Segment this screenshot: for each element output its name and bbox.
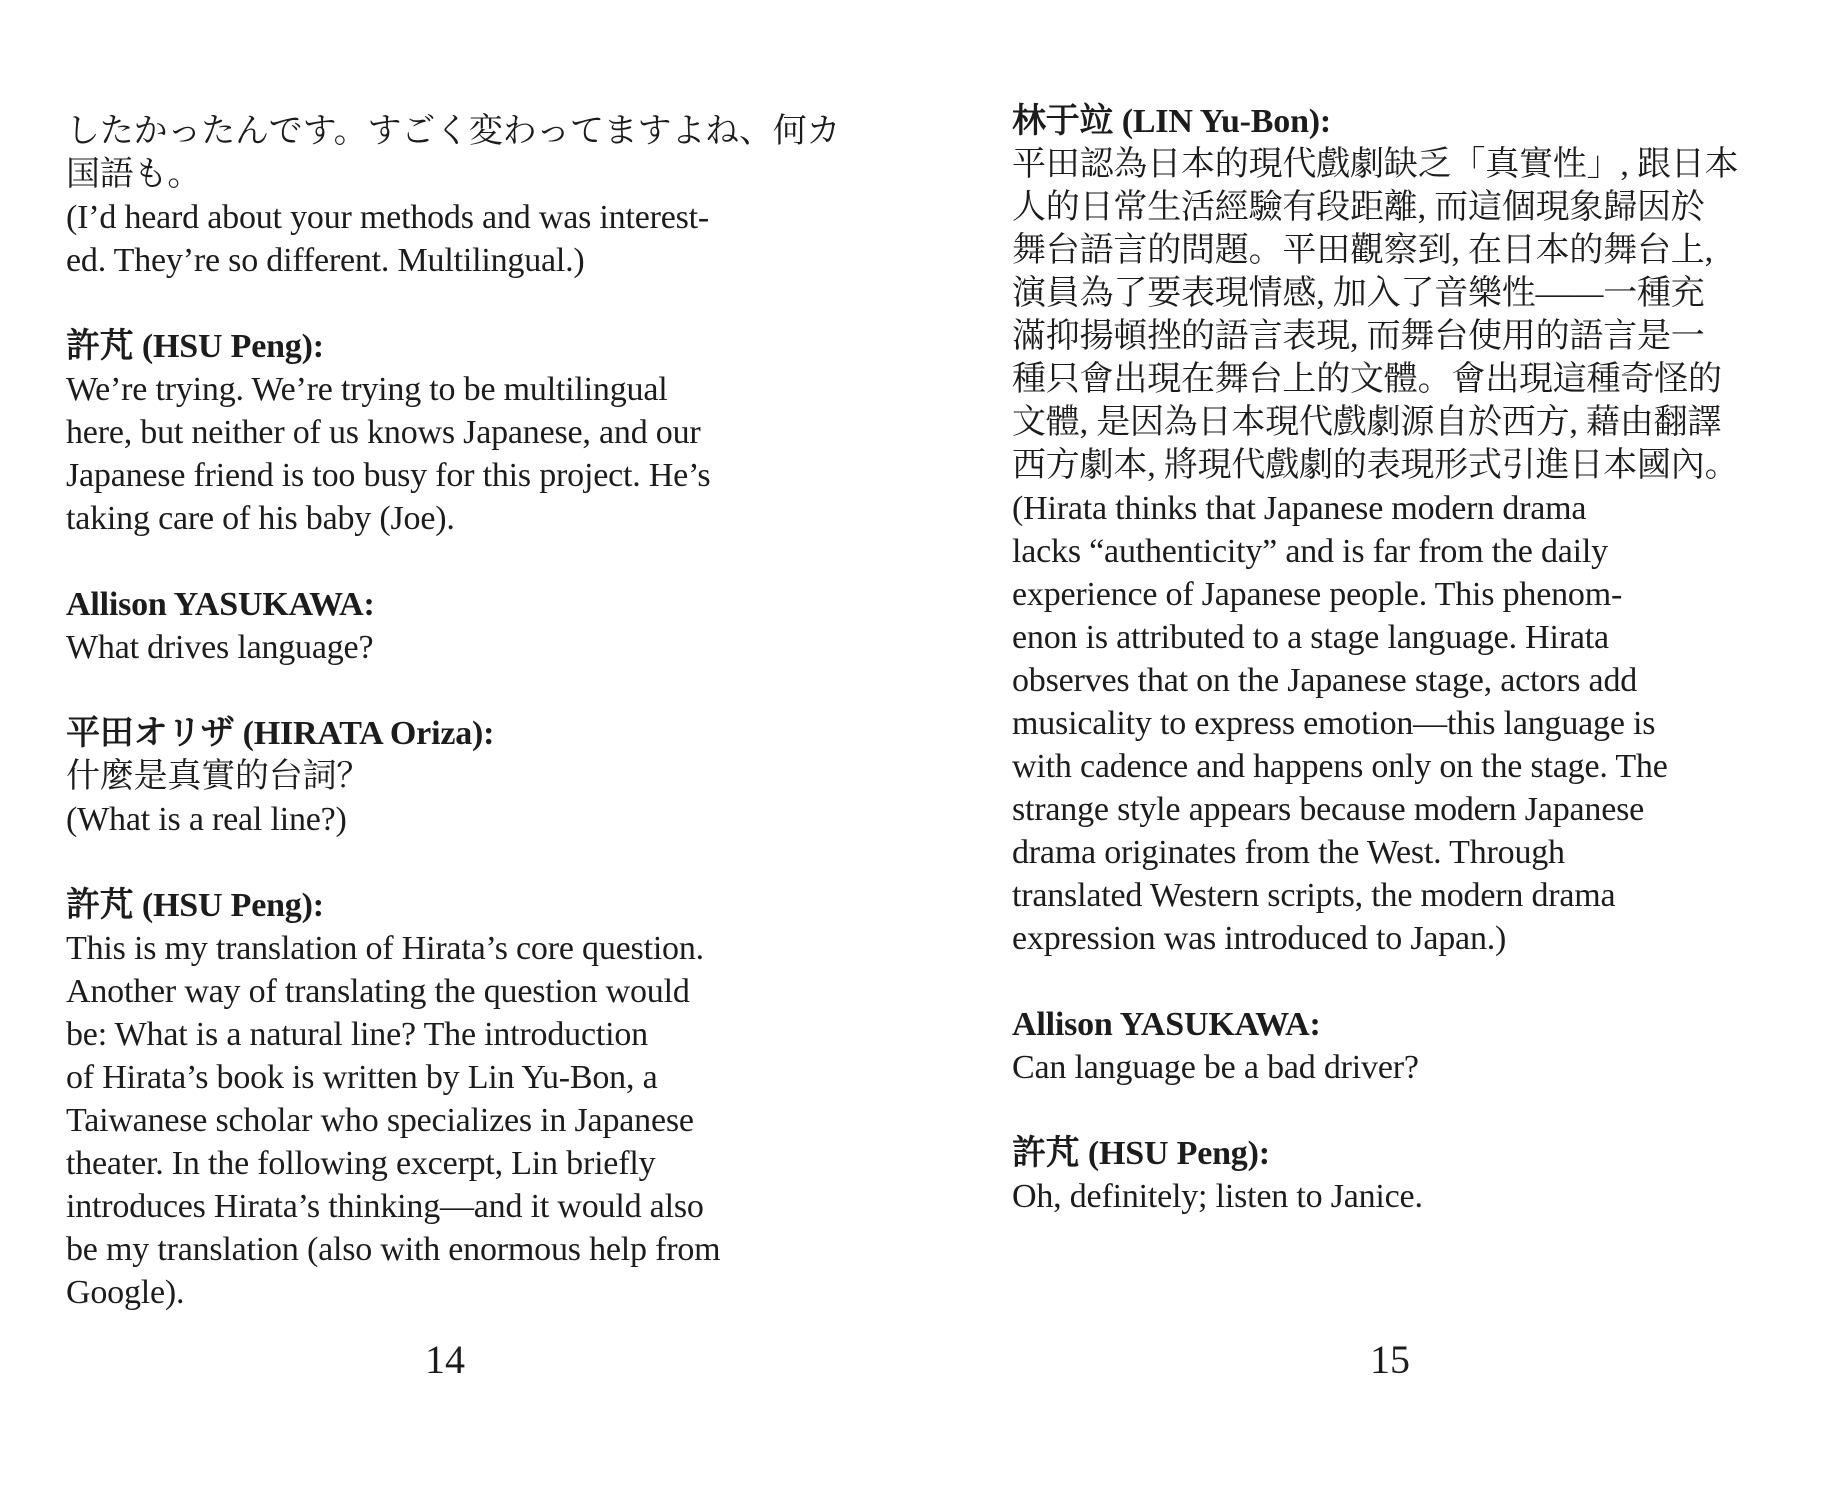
text-line: observes that on the Japanese stage, actors add: [1012, 662, 1638, 699]
text-line: drama originates from the West. Through: [1012, 834, 1565, 871]
dialogue-turn-lin-yu-bon: [1012, 100, 1762, 960]
dialogue-turn-continuation: [66, 110, 841, 282]
text-line: taking care of his baby (Joe).: [66, 500, 455, 537]
text-line: Oh, definitely; listen to Janice.: [1012, 1178, 1423, 1215]
speaker-label: Allison YASUKAWA:: [1012, 1006, 1321, 1043]
text-line: of Hirata’s book is written by Lin Yu-Bon, a: [66, 1059, 658, 1096]
speaker-label: Allison YASUKAWA:: [66, 586, 375, 623]
text-line: 演員為了要表現情感, 加入了音樂性——一種充: [1012, 275, 1705, 312]
text-line: 舞台語言的問題。平田觀察到, 在日本的舞台上,: [1012, 232, 1713, 269]
text-line: 文體, 是因為日本現代戲劇源自於西方, 藉由翻譯: [1012, 404, 1722, 441]
text-line: musicality to express emotion—this language is: [1012, 705, 1656, 742]
dialogue-turn-hsu-peng: [66, 325, 796, 540]
text-line: expression was introduced to Japan.): [1012, 920, 1507, 957]
text-line: Google).: [66, 1274, 185, 1311]
text-line: 平田認為日本的現代戲劇缺乏「真實性」, 跟日本: [1012, 146, 1739, 183]
text-line: したかったんです。すごく変わってますよね、何カ: [66, 113, 841, 150]
speaker-label: 林于竝 (LIN Yu-Bon):: [1012, 103, 1332, 140]
text-line: experience of Japanese people. This phenom-: [1012, 576, 1623, 613]
page-number-14: 14: [425, 1337, 465, 1382]
text-line: lacks “authenticity” and is far from the daily: [1012, 533, 1608, 570]
text-line: 国語も。: [66, 156, 202, 193]
page-number-15: 15: [1370, 1337, 1410, 1382]
text-line: This is my translation of Hirata’s core question.: [66, 930, 704, 967]
speaker-label: 許芃 (HSU Peng):: [1012, 1135, 1270, 1172]
text-line: 人的日常生活經驗有段距離, 而這個現象歸因於: [1012, 189, 1705, 226]
text-line: Taiwanese scholar who specializes in Japanese: [66, 1102, 694, 1139]
book-page-15: [1012, 100, 1762, 1261]
text-line: (Hirata thinks that Japanese modern drama: [1012, 490, 1587, 527]
text-line: be my translation (also with enormous help from: [66, 1231, 721, 1268]
text-line: (I’d heard about your methods and was interest-: [66, 199, 710, 236]
text-line: Another way of translating the question would: [66, 973, 690, 1010]
text-line: enon is attributed to a stage language. Hirata: [1012, 619, 1609, 656]
text-line: 西方劇本, 將現代戲劇的表現形式引進日本國內。: [1012, 447, 1739, 484]
text-line: be: What is a natural line? The introduction: [66, 1016, 648, 1053]
text-line: ed. They’re so different. Multilingual.): [66, 242, 585, 279]
text-line: translated Western scripts, the modern drama: [1012, 877, 1616, 914]
text-line: strange style appears because modern Japanese: [1012, 791, 1645, 828]
dialogue-turn-hsu-peng: [1012, 1132, 1762, 1218]
text-line: here, but neither of us knows Japanese, and our: [66, 414, 701, 451]
text-line: 種只會出現在舞台上的文體。會出現這種奇怪的: [1012, 361, 1722, 398]
text-line: (What is a real line?): [66, 801, 347, 838]
dialogue-turn-allison-yasukawa: [1012, 1003, 1762, 1089]
text-line: 滿抑揚頓挫的語言表現, 而舞台使用的語言是一: [1012, 318, 1705, 355]
text-line: What drives language?: [66, 629, 374, 666]
speaker-label: 許芃 (HSU Peng):: [66, 328, 324, 365]
speaker-label: 許芃 (HSU Peng):: [66, 887, 324, 924]
text-line: theater. In the following excerpt, Lin briefly: [66, 1145, 656, 1182]
dialogue-turn-allison-yasukawa: [66, 583, 796, 669]
speaker-label: 平田オリザ (HIRATA Oriza):: [66, 715, 495, 752]
dialogue-turn-hirata-oriza: [66, 712, 796, 841]
text-line: Japanese friend is too busy for this project. He’s: [66, 457, 711, 494]
book-page-14: [66, 110, 841, 1357]
text-line: introduces Hirata’s thinking—and it would also: [66, 1188, 704, 1225]
dialogue-turn-hsu-peng: [66, 884, 796, 1314]
text-line: We’re trying. We’re trying to be multilingual: [66, 371, 668, 408]
text-line: with cadence and happens only on the stage. The: [1012, 748, 1668, 785]
text-line: Can language be a bad driver?: [1012, 1049, 1419, 1086]
text-line: 什麼是真實的台詞？: [66, 758, 371, 795]
